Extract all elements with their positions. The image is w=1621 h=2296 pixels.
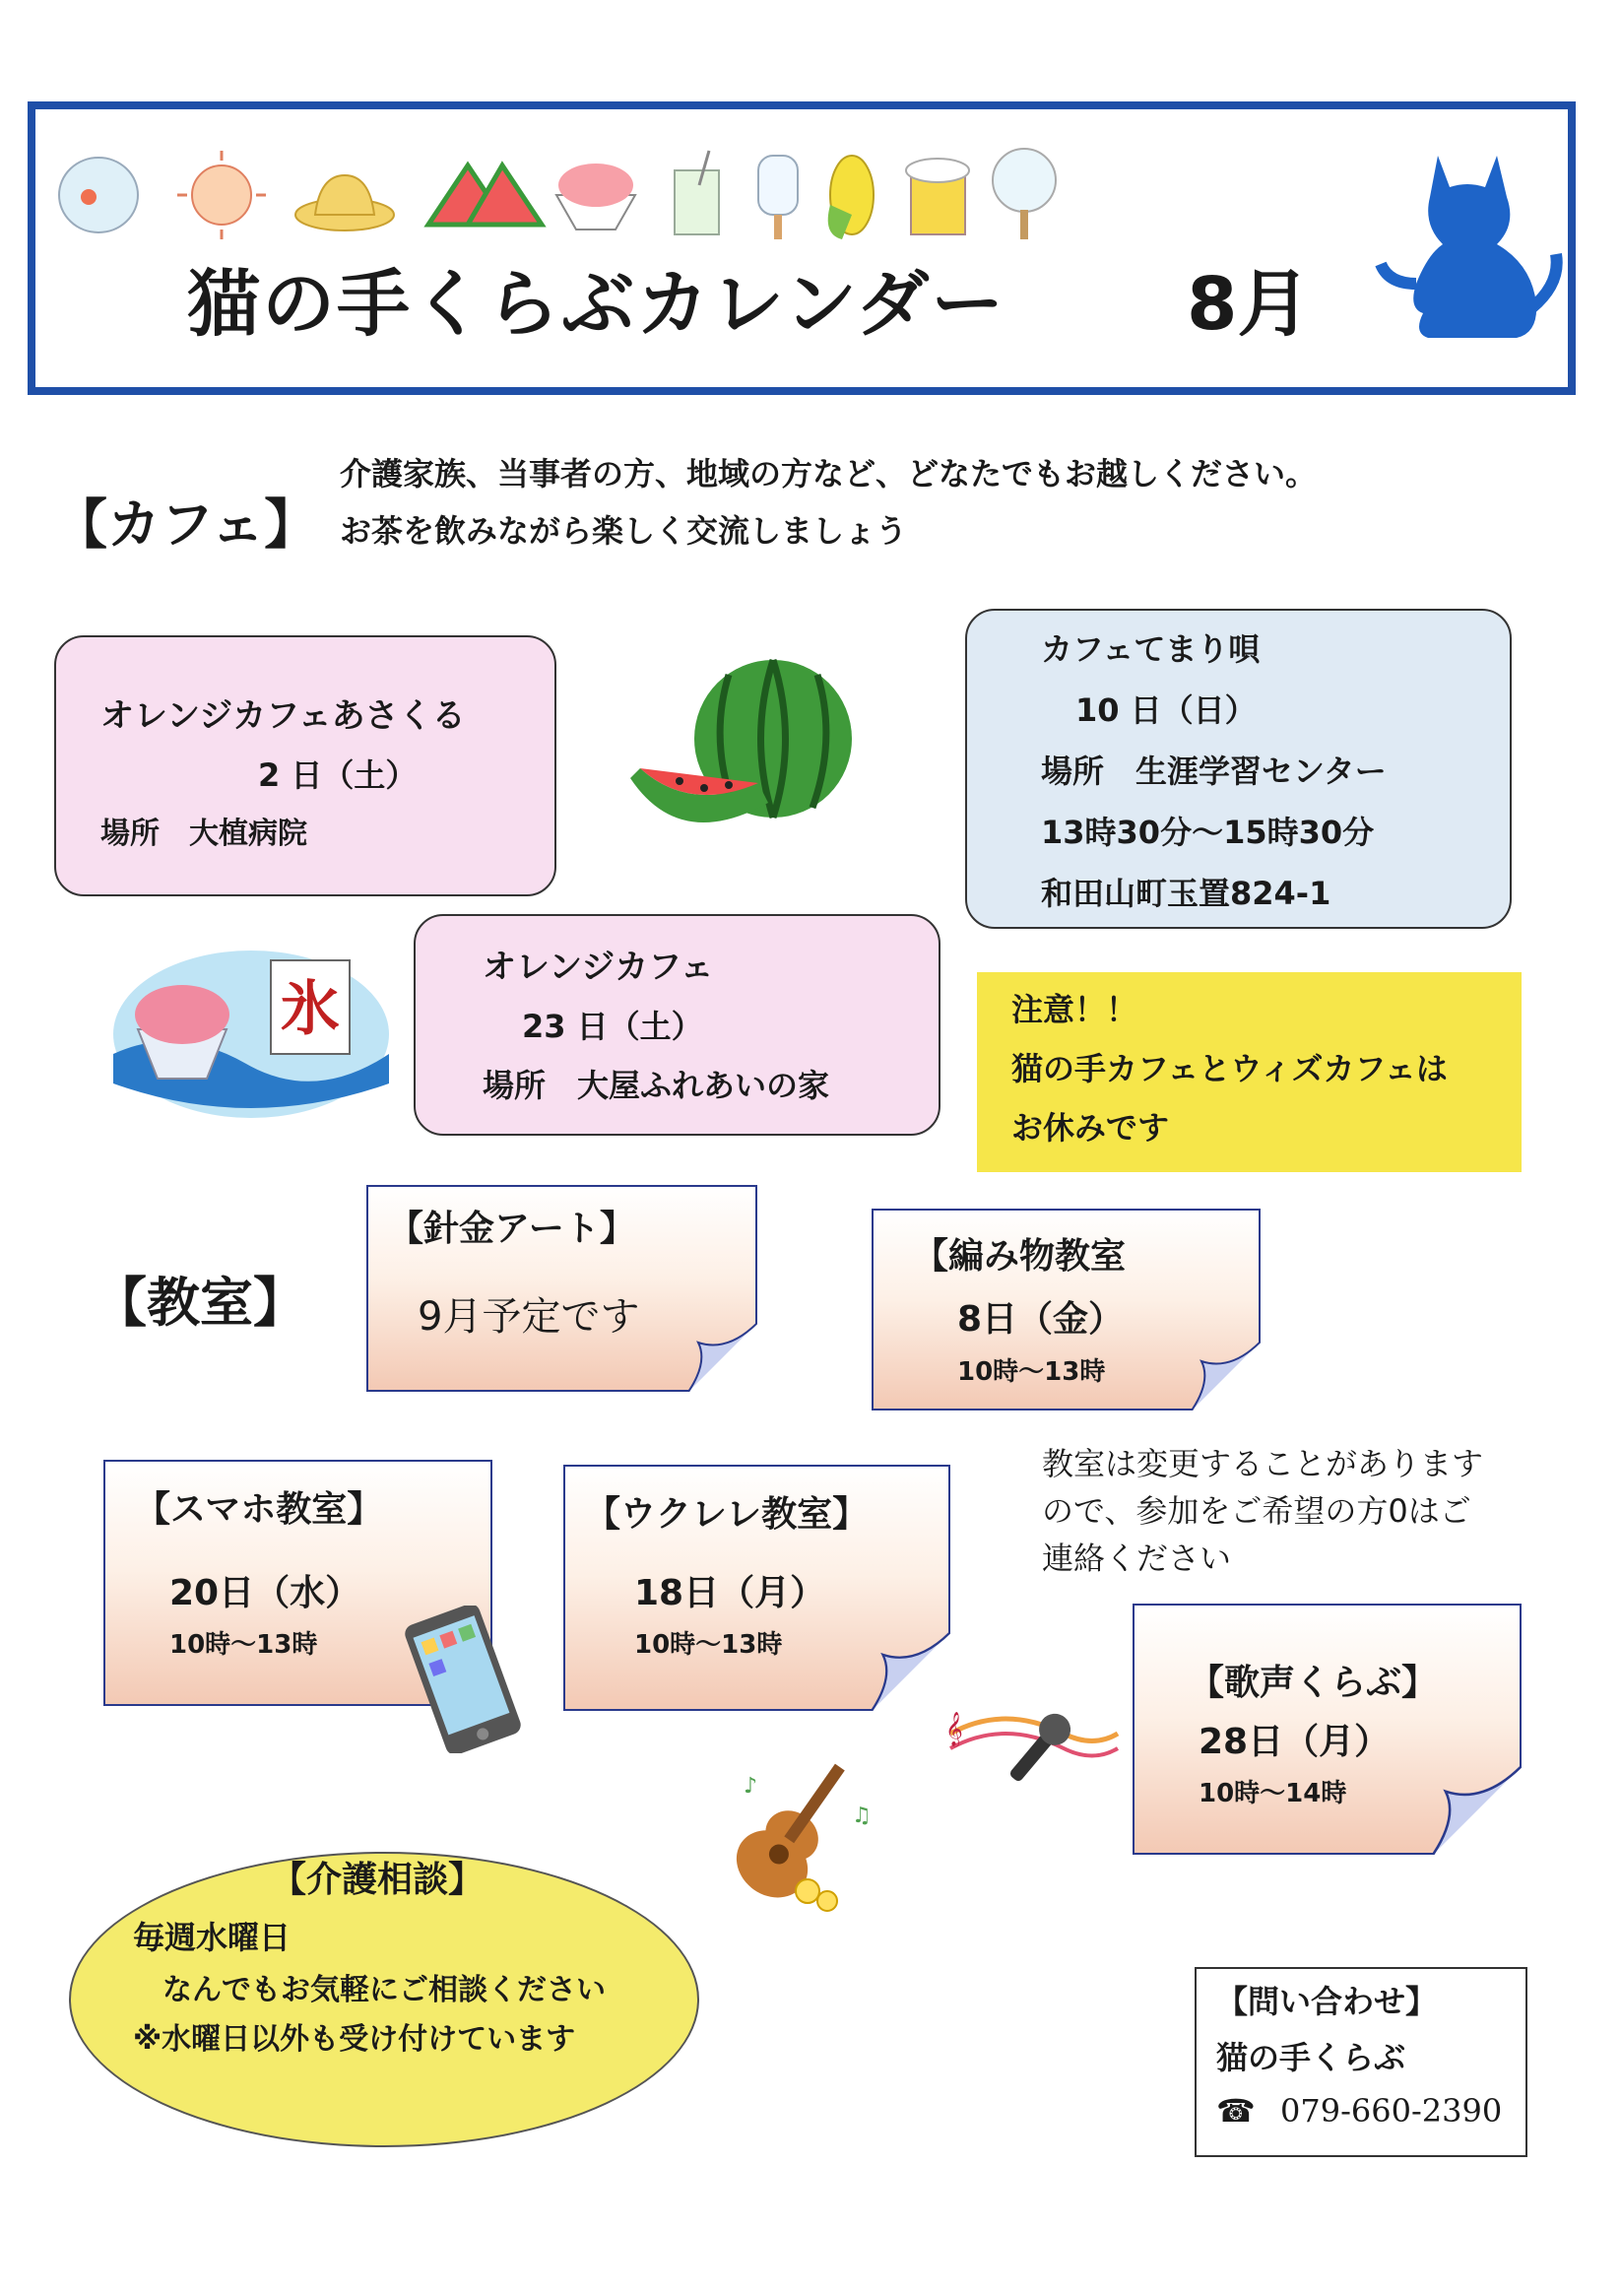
- class-sing-date: 28日（月）: [1199, 1722, 1391, 1762]
- popsicle-icon: [758, 156, 798, 239]
- watermelon-icon: [620, 655, 867, 852]
- cafe-intro-line1: 介護家族、当事者の方、地域の方など、どなたでもお越しください。: [340, 455, 1318, 492]
- class-ukulele-time: 10時～13時: [634, 1630, 783, 1660]
- notice-line2: お休みです: [1011, 1109, 1170, 1147]
- consult-title: 【介護相談】: [271, 1860, 485, 1900]
- page-curl-icon: [1433, 1766, 1522, 1855]
- cafe-orange-card: [414, 914, 940, 1136]
- cafe-temari-card: [965, 609, 1512, 929]
- beer-mug-icon: [906, 159, 969, 234]
- consult-line2: なんでもお気軽にご相談ください: [162, 1973, 606, 2007]
- class-knit-title: 【編み物教室: [913, 1236, 1127, 1277]
- class-ukulele-date: 18日（月）: [634, 1573, 826, 1613]
- contact-phone[interactable]: 079-660-2390: [1280, 2092, 1503, 2130]
- cafe-orange-date: 23 日（土）: [522, 1008, 703, 1045]
- cafe-asakuru-date: 2 日（土）: [258, 756, 418, 794]
- class-ukulele-title: 【ウクレレ教室】: [585, 1494, 869, 1535]
- class-wire-detail: 9月予定です: [418, 1294, 640, 1340]
- cafe-temari-time: 13時30分～15時30分: [1041, 814, 1375, 851]
- class-change-note-line2: ので、参加をご希望の方0はご: [1042, 1492, 1471, 1530]
- cafe-heading: 【カフェ】: [54, 493, 318, 556]
- notice-box: [977, 972, 1522, 1172]
- svg-text:♪: ♪: [744, 1774, 758, 1799]
- class-knit-card: [872, 1209, 1261, 1410]
- svg-text:𝄞: 𝄞: [945, 1712, 963, 1746]
- contact-title: 【問い合わせ】: [1216, 1983, 1438, 2020]
- watermelon-slice-icon: [428, 165, 542, 225]
- cafe-asakuru-name: オレンジカフェあさくる: [100, 696, 466, 736]
- corn-icon: [828, 156, 874, 239]
- month-label: 8月: [1187, 262, 1311, 347]
- contact-box: [1195, 1967, 1527, 2157]
- consult-line3: ※水曜日以外も受け付けています: [133, 2022, 576, 2057]
- consult-line1: 毎週水曜日: [133, 1919, 292, 1956]
- classes-heading: 【教室】: [94, 1272, 306, 1334]
- paper-fan-icon: [993, 149, 1056, 239]
- cafe-temari-address: 和田山町玉置824-1: [1041, 875, 1331, 912]
- page-curl-icon: [872, 1632, 950, 1711]
- contact-org: 猫の手くらぶ: [1216, 2039, 1406, 2076]
- cafe-asakuru-place: 場所 大植病院: [100, 817, 307, 851]
- svg-text:♫: ♫: [852, 1804, 872, 1828]
- cafe-temari-date: 10 日（日）: [1075, 691, 1257, 729]
- cafe-intro: [340, 445, 1317, 559]
- summer-icons-row: [54, 136, 1069, 244]
- svg-text:氷: 氷: [281, 975, 340, 1044]
- straw-hat-icon: [295, 175, 394, 230]
- class-phone-date: 20日（水）: [169, 1573, 361, 1613]
- notice-title: 注意！！: [1011, 991, 1138, 1028]
- class-change-note-line3: 連絡ください: [1042, 1540, 1232, 1577]
- cafe-orange-place: 場所 大屋ふれあいの家: [483, 1067, 830, 1104]
- class-phone-time: 10時～13時: [169, 1630, 318, 1660]
- sun-icon: [177, 151, 266, 239]
- class-change-note: [1042, 1440, 1483, 1582]
- shaved-ice-icon: [556, 164, 635, 230]
- phone-icon: ☎: [1216, 2092, 1256, 2130]
- cafe-asakuru-card: [54, 635, 556, 896]
- page-curl-icon: [688, 1323, 757, 1392]
- smartphone-icon: [399, 1606, 527, 1753]
- cafe-orange-name: オレンジカフェ: [483, 948, 714, 987]
- class-sing-card: [1133, 1604, 1522, 1855]
- notice-line1: 猫の手カフェとウィズカフェは: [1011, 1050, 1448, 1087]
- microphone-icon: [945, 1694, 1123, 1793]
- page-curl-icon: [1192, 1342, 1261, 1410]
- page-title: 猫の手くらぶカレンダー: [187, 262, 1006, 347]
- goldfish-bowl-icon: [59, 158, 138, 232]
- class-wire-card: [366, 1185, 757, 1392]
- class-change-note-line1: 教室は変更することがあります: [1042, 1445, 1484, 1482]
- shaved-ice-flag-icon: [108, 936, 394, 1123]
- class-phone-title: 【スマホ教室】: [135, 1489, 383, 1530]
- cat-silhouette-icon: [1369, 136, 1566, 343]
- cafe-temari-name: カフェてまり唄: [1041, 630, 1261, 668]
- class-knit-time: 10時～13時: [957, 1357, 1106, 1387]
- ukulele-icon: [729, 1743, 896, 1921]
- cafe-intro-line2: お茶を飲みながら楽しく交流しましょう: [340, 512, 908, 550]
- class-sing-time: 10時～14時: [1199, 1779, 1347, 1808]
- class-wire-title: 【針金アート】: [388, 1209, 635, 1249]
- class-sing-title: 【歌声くらぶ】: [1189, 1663, 1438, 1703]
- iced-drink-icon: [675, 151, 719, 234]
- class-knit-date: 8日（金）: [957, 1299, 1125, 1340]
- cafe-temari-place: 場所 生涯学習センター: [1041, 753, 1387, 790]
- class-ukulele-card: [563, 1465, 950, 1711]
